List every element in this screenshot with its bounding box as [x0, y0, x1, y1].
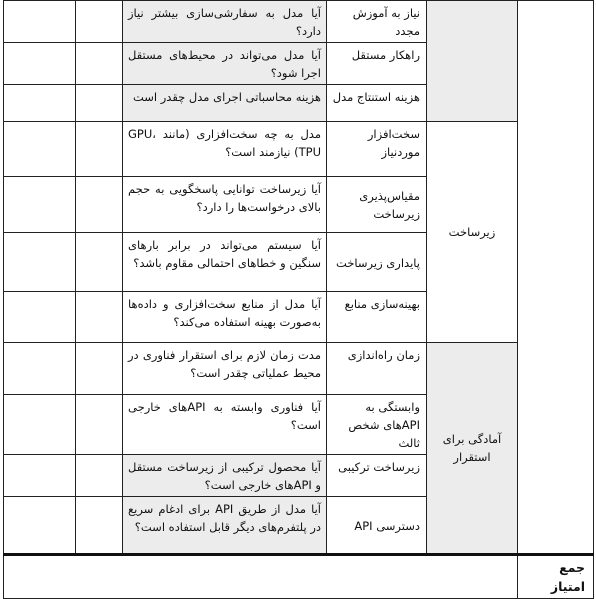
score-cell[interactable]	[76, 343, 123, 395]
score-cell[interactable]	[4, 233, 76, 292]
score-cell[interactable]	[76, 122, 123, 177]
table-row	[4, 1, 594, 43]
question-cell: مدت زمان لازم برای استقرار فناوری در محیط عملیاتی چقدر است؟	[123, 343, 327, 395]
category-cell-empty	[427, 1, 518, 122]
criterion-cell: هزینه استنتاج مدل	[327, 85, 427, 122]
score-cell[interactable]	[76, 395, 123, 455]
score-cell[interactable]	[76, 85, 123, 122]
category-cell-infrastructure: زیرساخت	[427, 122, 518, 343]
question-cell: هزینه محاسباتی اجرای مدل چقدر است	[123, 85, 327, 122]
score-cell[interactable]	[4, 177, 76, 233]
score-cell[interactable]	[76, 292, 123, 343]
score-cell[interactable]	[76, 233, 123, 292]
score-cell[interactable]	[76, 497, 123, 555]
score-cell[interactable]	[4, 43, 76, 85]
question-cell: آیا فناوری وابسته به APIهای خارجی است؟	[123, 395, 327, 455]
question-cell: آیا مدل از طریق API برای ادغام سریع در پلتفرم‌های دیگر قابل استفاده است؟	[123, 497, 327, 555]
criterion-cell: زمان راه‌اندازی	[327, 343, 427, 395]
total-label: جمع امتیاز	[518, 555, 594, 599]
table-row	[4, 343, 594, 395]
score-cell[interactable]	[76, 455, 123, 497]
criterion-cell: پایداری زیرساخت	[327, 233, 427, 292]
criterion-cell: سخت‌افزار موردنیاز	[327, 122, 427, 177]
criterion-cell: دسترسی API	[327, 497, 427, 555]
question-cell: آیا مدل می‌تواند در محیط‌های مستقل اجرا شود؟	[123, 43, 327, 85]
score-cell[interactable]	[76, 177, 123, 233]
criterion-cell: راهکار مستقل	[327, 43, 427, 85]
criterion-cell: نیاز به آموزش مجدد	[327, 1, 427, 43]
total-row	[4, 555, 594, 599]
score-cell[interactable]	[4, 1, 76, 43]
criterion-cell: وابستگی به APIهای شخص ثالث	[327, 395, 427, 455]
score-cell[interactable]	[4, 85, 76, 122]
category-cell-deployment: آمادگی برای استقرار	[427, 343, 518, 555]
score-cell[interactable]	[76, 1, 123, 43]
criterion-cell: زیرساخت ترکیبی	[327, 455, 427, 497]
score-cell[interactable]	[76, 43, 123, 85]
question-cell: آیا زیرساخت توانایی پاسخگویی به حجم بالای درخواست‌ها را دارد؟	[123, 177, 327, 233]
question-cell: آیا محصول ترکیبی از زیرساخت مستقل و APIهای خارجی است؟	[123, 455, 327, 497]
score-cell[interactable]	[4, 455, 76, 497]
criterion-cell: مقیاس‌پذیری زیرساخت	[327, 177, 427, 233]
question-cell: آیا مدل از منابع سخت‌افزاری و داده‌ها به‌صورت بهینه استفاده می‌کند؟	[123, 292, 327, 343]
outer-blank-cell	[518, 1, 594, 555]
score-cell[interactable]	[4, 122, 76, 177]
question-cell: مدل به چه سخت‌افزاری (مانند GPU، TPU) نیازمند است؟	[123, 122, 327, 177]
score-cell[interactable]	[4, 343, 76, 395]
question-cell: آیا مدل به سفارشی‌سازی بیشتر نیاز دارد؟	[123, 1, 327, 43]
table-row	[4, 122, 594, 177]
question-cell: آیا سیستم می‌تواند در برابر بارهای سنگین و خطاهای احتمالی مقاوم باشد؟	[123, 233, 327, 292]
total-value-cell[interactable]	[4, 555, 518, 599]
criterion-cell: بهینه‌سازی منابع	[327, 292, 427, 343]
score-cell[interactable]	[4, 395, 76, 455]
evaluation-table-wrapper	[3, 0, 593, 599]
evaluation-table	[3, 0, 594, 599]
score-cell[interactable]	[4, 292, 76, 343]
score-cell[interactable]	[4, 497, 76, 555]
